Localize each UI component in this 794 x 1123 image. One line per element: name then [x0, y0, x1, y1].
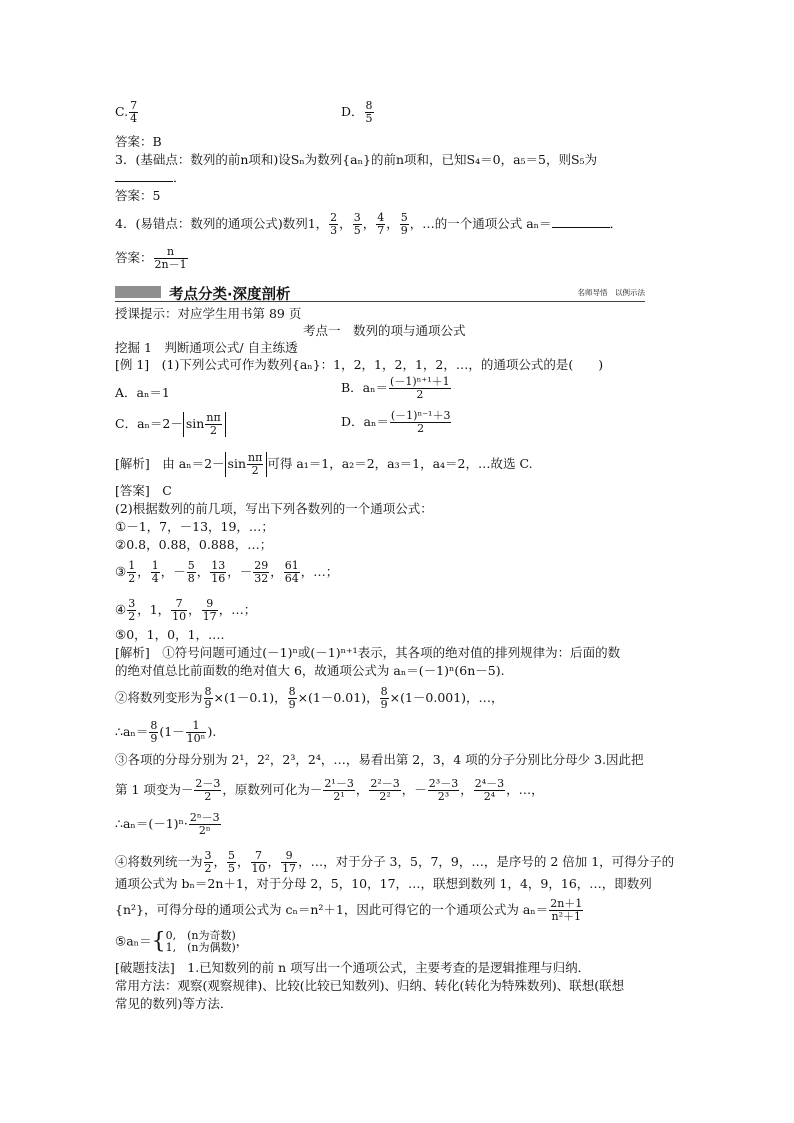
analysis-2-line-8: ④将数列统一为 $\frac{3}{2}$ ， $\frac{5}{5}$ ， $\frac{7}{10}$ ， $\frac{9}{17}$ ，…，对于分子 3，5，7，9，…，是序号的 2 倍加 1，可得分子的 [115, 849, 675, 875]
technique-line-1: [破题技法] 1.已知数列的前 n 项写出一个通项公式，主要考查的是逻辑推理与归纳． [115, 960, 591, 975]
technique-line-2: 常用方法：观察(观察规律)、比较(比较已知数列)、归纳、转化(转化为特殊数列)、联想(联想 [115, 978, 625, 993]
option-d: D．aₙ＝ $\frac{\text{(－1)ⁿ⁻¹＋3}}{2}$ [341, 409, 451, 435]
teaching-hint: 授课提示：对应学生用书第 89 页 [115, 306, 302, 321]
seq-4: ④ $\frac{3}{2}$ ，1， $\frac{7}{10}$ ， $\frac{9}{17}$ ，…； [115, 597, 257, 623]
analysis-2-line-6: 第 1 项变为－ $\frac{2-3}{2}$ ，原数列可化为－ $\frac{\text{2¹－3}}{\text{2¹}}$ ， $\frac{\text{2²－3}}{\text{2²}}$ ，－ $\frac{\text{2³－3}}{\text{2³}}$ ， $\frac{\text{2⁴－3}}{\text{2⁴}}$ ，…， [115, 777, 544, 803]
section-header [115, 284, 645, 303]
answer-2: 答案：B [115, 134, 162, 149]
option-b: B．aₙ＝ $\frac{\text{(－1)ⁿ⁺¹＋1}}{2}$ [341, 375, 450, 401]
fraction: $\frac{7}{4}$ [130, 99, 138, 125]
section-subtitle: 名师导悟 以例示法 [577, 288, 645, 297]
analysis-2-line-2: 的绝对值总比前面数的绝对值大 6，故通项公式为 aₙ＝(－1)ⁿ(6n－5). [115, 663, 505, 678]
analysis-1: [解析] 由 aₙ＝2－ sin $\frac{n\pi}{2}$ 可得 a₁＝1，a₂＝2，a₃＝1，a₄＝2，…故选 C. [115, 451, 533, 477]
option-c: C．aₙ＝2－ sin $\frac{n\pi}{2}$ [115, 412, 226, 437]
question-4: 4．(易错点：数列的通项公式)数列1， $\frac{2}{3}$ ， $\frac{3}{5}$ ， $\frac{4}{7}$ ， $\frac{5}{9}$ ，…的一个通项公式 aₙ＝ ． [115, 211, 623, 237]
seq-2: ②0.8，0.88，0.888，…； [115, 537, 273, 552]
key-point-title: 考点一 数列的项与通项公式 [303, 323, 466, 338]
question-3-blank: ． [115, 170, 186, 186]
prev-option-d: D． $\frac{8}{5}$ [341, 99, 373, 125]
dig-heading: 挖掘 1 判断通项公式/ 自主练透 [115, 340, 298, 355]
option-a: A．aₙ＝1 [115, 385, 170, 400]
seq-5: ⑤0，1，0，1，…. [115, 627, 225, 642]
section-marker [115, 286, 161, 298]
analysis-2-line-7: ∴aₙ＝(－1)ⁿ· $\frac{\text{2ⁿ－3}}{\text{2ⁿ}}$ [115, 811, 220, 837]
answer-example-1: [答案] C [115, 483, 172, 498]
fraction: $\frac{8}{5}$ [365, 99, 373, 125]
analysis-2-line-10: {n²}，可得分母的通项公式为 cₙ＝n²＋1，因此可得它的一个通项公式为 aₙ＝ $\frac{2n+1}{\text{n²＋1}}$ [115, 897, 583, 923]
section-title: 考点分类·深度剖析 [169, 287, 291, 303]
technique-line-3: 常见的数列)等方法． [115, 996, 233, 1011]
answer-3: 答案：5 [115, 188, 161, 203]
analysis-2-line-9: 通项公式为 bₙ＝2n＋1，对于分母 2，5，10，17，…，联想到数列 1，4，9，16，…，即数列 [115, 876, 652, 891]
analysis-2-line-11: ⑤aₙ＝{ 0, (n为奇数) 1, (n为偶数) ， [115, 929, 249, 954]
question-3: 3．(基础点：数列的前n项和)设Sₙ为数列{aₙ}的前n项和，已知S₄＝0，a₅＝5，则S₅为 [115, 152, 598, 167]
analysis-2-line-5: ③各项的分母分别为 2¹，2²，2³，2⁴，…，易看出第 2，3，4 项的分子分别比分母少 3.因此把 [115, 752, 644, 767]
part-2: (2)根据数列的前几项，写出下列各数列的一个通项公式： [115, 501, 433, 516]
seq-1: ①－1，7，－13，19，…； [115, 519, 274, 534]
answer-4: 答案： $\frac{n}{2n-1}$ [115, 245, 187, 271]
seq-3: ③ $\frac{1}{2}$ ， $\frac{1}{4}$ ，－ $\frac{5}{8}$ ， $\frac{13}{16}$ ，－ $\frac{29}{32}$ ， $\frac{61}{64}$ ，…； [115, 559, 339, 585]
analysis-2-line-3: ②将数列变形为 $\frac{8}{9}$ ×(1－0.1)， $\frac{8}{9}$ ×(1－0.01)， $\frac{8}{9}$ ×(1－0.001)，…， [115, 685, 504, 711]
prev-option-c: C. $\frac{7}{4}$ [115, 99, 138, 125]
section-rule [115, 301, 645, 302]
example-1: [例 1] (1)下列公式可作为数列{aₙ}：1，2，1，2，1，2，…，的通项公式的是( ) [115, 357, 604, 372]
analysis-2-line-1: [解析] ①符号问题可通过(－1)ⁿ或(－1)ⁿ⁺¹表示，其各项的绝对值的排列规律为：后面的数 [115, 645, 621, 660]
analysis-2-line-4: ∴aₙ＝ $\frac{8}{9}$ (1－ $\frac{1}{\text{10ⁿ}}$ ). [115, 719, 217, 745]
